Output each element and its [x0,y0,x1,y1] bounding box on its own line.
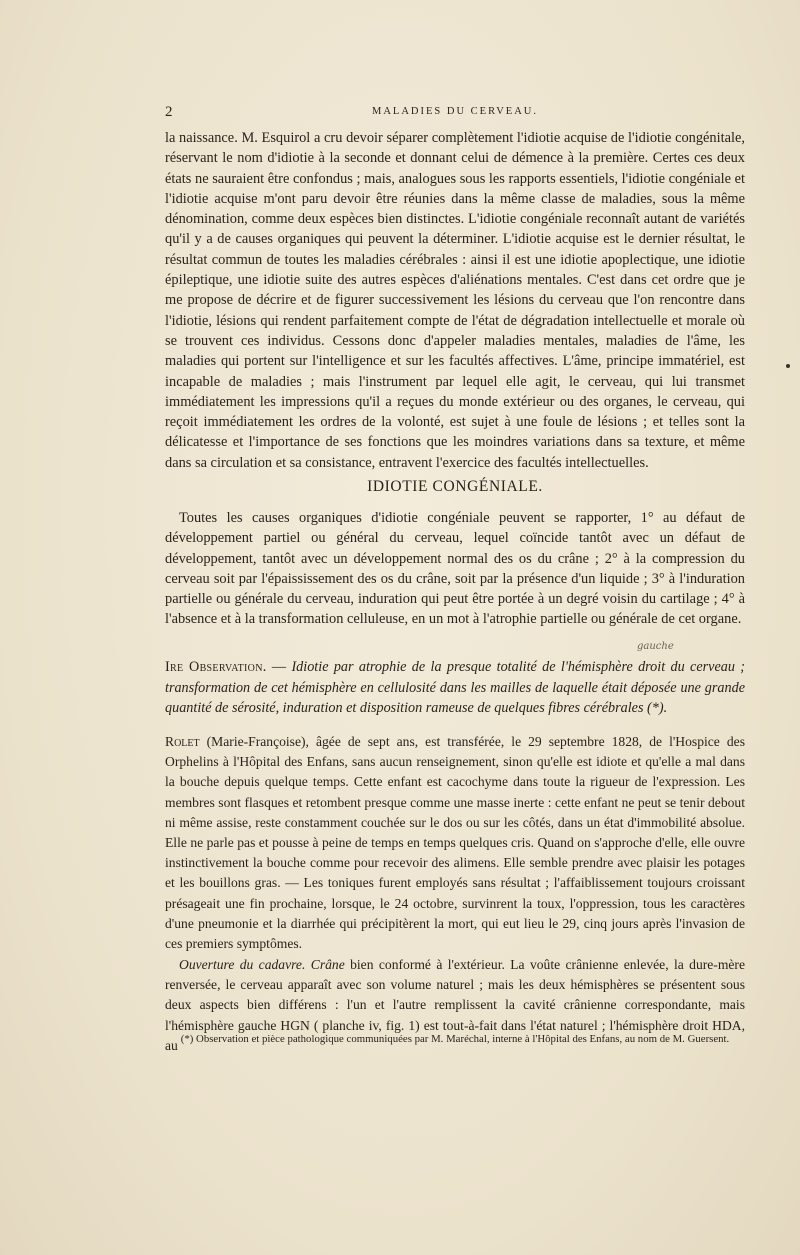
autopsy-crane: Crâne [310,957,345,972]
case-paragraph [165,732,745,954]
intro-paragraph: la naissance. M. Esquirol a cru devoir séparer complètement l'idiotie acquise de l'idiotie congénitale, réservant le nom d'idiotie à la seconde et donnant celui de démence à la première. Certes ces deux états ne sauraient être confondus ; mais, analogues sous les rapports essentiels, l'idiotie congéniale et l'idiotie acquise m'ont paru devoir être réunies dans la même classe de maladies, sous la même dénomination, comme deux espèces bien distinctes. L'idiotie congéniale reconnaît autant de variétés qu'il y a de causes organiques qui peuvent la déterminer. L'idiotie acquise est le dernier résultat, le résultat commun de toutes les maladies cérébrales : ainsi il est une idiotie apoplectique, une idiotie épileptique, une idiotie suite des autres espèces d'aliénations mentales. C'est dans cet ordre que je me propose de décrire et de figurer successivement les lésions du cerveau que l'on rencontre dans l'idiotie, lésions qui rendent parfaitement compte de l'état de dégradation intellectuelle et morale où se trouvent ces individus. Cessons donc d'appeler maladies mentales, maladies de l'âme, les maladies qui portent sur l'intelligence et sur les facultés affectives. L'âme, principe immatériel, est incapable de maladies ; mais l'instrument par lequel elle agit, le cerveau, qui lui transmet immédiatement les impressions qu'il a reçues du monde extérieur ou des organes, le cerveau, qui reçoit immédiatement les ordres de la volonté, est sujet à une foule de lésions ; et telles sont la délicatesse et l'importance de ses fonctions que les moindres variations dans sa texture, et même dans sa circulation et sa consistance, entravent l'exercice des facultés intellectuelles. [165,130,745,471]
causes-paragraph: Toutes les causes organiques d'idiotie congéniale peuvent se rapporter, 1° au défaut de développement partiel ou général du cerveau, lequel coïncide tantôt avec un défaut de développement, tantôt avec un développement normal des os du crâne ; 2° à la compression du cerveau soit par l'épaississement des os du crâne, soit par la présence d'un liquide ; 3° à l'induration partielle ou générale du cerveau, induration qui peut être portée à un degré voisin du cartilage ; 4° à l'absence et à la transformation celluleuse, en un mot à l'atrophie partielle ou générale de cet organe. [165,510,745,628]
section-title: IDIOTIE CONGÉNIALE. [367,478,543,495]
autopsy-text: bien conformé à l'extérieur. La voûte crânienne enlevée, la dure-mère renversée, le cerveau apparaît avec son volume naturel ; mais les deux hémisphères se présentent sous deux aspects bien différens : l'un et l'autre remplissent la cavité crânienne correspondante, mais l'hémisphère gauche HGN ( planche iv, fig. 1) est tout-à-fait dans l'état naturel ; l'hémisphère droit HDA, au [165,957,745,1053]
autopsy-lead: Ouverture du cadavre. [179,957,306,972]
observation-dash: — [266,659,292,675]
footnote: (*) Observation et pièce pathologique communiquées par M. Maréchal, interne à l'Hôpital des Enfans, au nom de M. Guersent. [180,1033,730,1045]
patient-name: Rolet [165,734,200,749]
observation-label: Ire Observation. [165,659,267,675]
page-number: 2 [165,104,173,120]
handwritten-annotation: gauche [637,641,674,652]
case-text: (Marie-Françoise), âgée de sept ans, est transférée, le 29 septembre 1828, de l'Hospice des Orphelins à l'Hôpital des Enfans, sans aucun renseignement, sinon qu'elle est idiote et qu'elle a mal dans la bouche depuis quelque temps. Cette enfant est cacochyme dans toute la rigueur de l'expression. Les membres sont flasques et retombent presque comme une masse inerte : cette enfant ne peut se tenir debout ni même assise, reste constamment couchée sur le dos ou sur les côtés, dans un état d'immobilité absolue. Elle ne parle pas et pousse à peine de temps en temps quelques cris. Quand on s'approche d'elle, elle ouvre instinctivement la bouche comme pour recevoir des alimens. Elle semble prendre avec plaisir les potages et les bouillons gras. — Les toniques furent employés sans résultat ; l'affaiblissement toujours croissant présageait une fin prochaine, lorsque, le 24 octobre, survinrent la toux, l'oppression, tous les caractères d'une pneumonie et la diarrhée qui précipitèrent la mort, qui eut lieu le 29, cinq jours après l'invasion de ces premiers symptômes. [165,734,745,952]
observation-heading [165,657,745,719]
page-header [165,104,745,122]
running-head: MALADIES DU CERVEAU. [371,106,539,117]
margin-mark [786,364,790,368]
observation-title: Idiotie par atrophie de la presque totalité de l'hémisphère droit du cerveau ; transformation de cet hémisphère en cellulosité dans les mailles de laquelle était déposée une grande quantité de sérosité, induration et disposition rameuse de quelques fibres cérébrales (*). [165,659,745,716]
